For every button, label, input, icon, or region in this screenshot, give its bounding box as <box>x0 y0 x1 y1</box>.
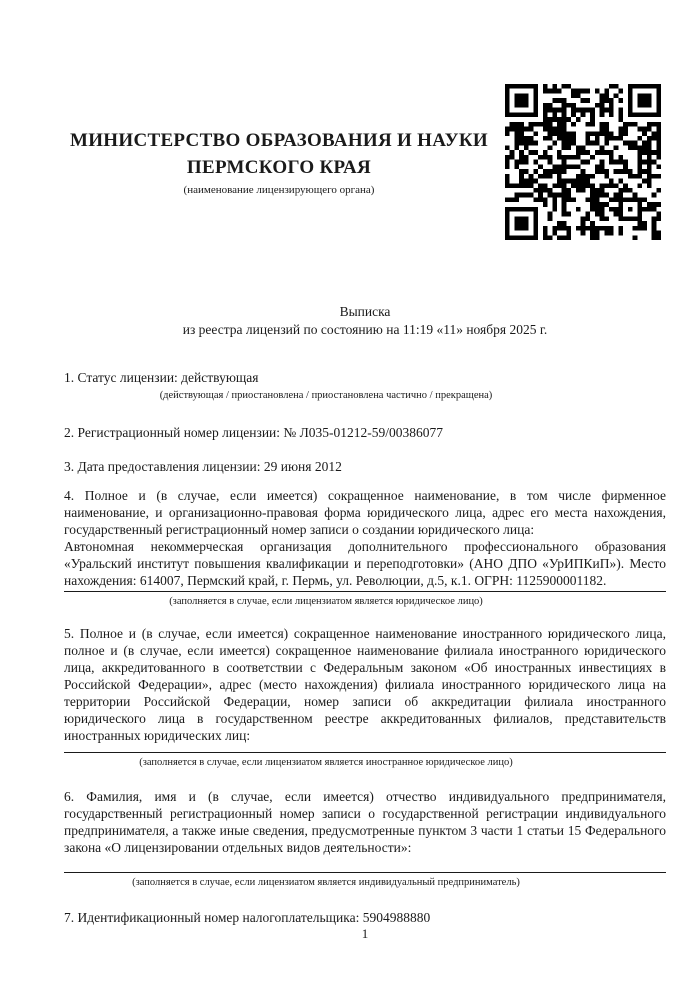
legal-entity-note: (заполняется в случае, если лицензиатом является юридическое лицо) <box>169 596 483 607</box>
licensing-authority-caption: (наименование лицензирующего органа) <box>183 184 375 196</box>
taxpayer-number-text: 7. Идентификационный номер налогоплательщика: 5904988880 <box>64 910 431 925</box>
ministry-name-line1: МИНИСТЕРСТВО ОБРАЗОВАНИЯ И НАУКИ <box>69 130 489 151</box>
page-number: 1 <box>361 926 369 941</box>
item-taxpayer-number <box>64 909 666 926</box>
legal-entity-value: Автономная некоммерческая организация дополнительного профессионального образования «Уральский институт повышения квалификации и переподготовки» (АНО ДПО «УрИПКиП»). Место нахождения: 614007, Пермский край, г. Пермь, ул. Революции, д.5, к.1. ОГРН: 1125900001182. <box>64 539 666 588</box>
item-legal-entity <box>64 487 666 608</box>
item-individual-entrepreneur <box>64 788 666 889</box>
legal-entity-label: 4. Полное и (в случае, если имеется) сокращенное наименование, в том числе фирменное наименование, и организационно-правовая форма юридического лица, адрес его места нахождения, государственный регистрационный номер записи о создании юридического лица: <box>64 488 666 537</box>
qr-code <box>505 84 661 240</box>
fill-in-rule <box>64 591 666 592</box>
license-status-text: 1. Статус лицензии: действующая <box>64 370 259 385</box>
foreign-entity-note: (заполняется в случае, если лицензиатом является иностранное юридическое лицо) <box>139 757 513 768</box>
foreign-entity-label: 5. Полное и (в случае, если имеется) сокращенное наименование иностранного юридического лица, полное и (в случае, если имеется) сокращенное наименование филиала иностранного юридического лица, аккредитованного в соответствии с Федеральным законом «Об иностранных инвестициях в Российской Федерации», адрес (место нахождения) филиала иностранного юридического лица на территории Российской Федерации, номер записи об аккредитации филиала иностранного юридического лица в государственном реестре аккредитованных филиалов, представительств иностранных юридических лиц: <box>64 626 666 743</box>
document-title <box>64 303 666 339</box>
individual-entrepreneur-label: 6. Фамилия, имя и (в случае, если имеется) отчество индивидуального предпринимателя, государственный регистрационный номер записи о государственной регистрации индивидуального предпринимателя, а также иные сведения, предусмотренные пунктом 3 части 1 статьи 15 Федерального закона «О лицензировании отдельных видов деятельности»: <box>64 789 666 855</box>
item-license-status <box>64 369 666 402</box>
registration-number-text: 2. Регистрационный номер лицензии: № Л035-01212-59/00386077 <box>64 425 444 440</box>
document-title-line2: из реестра лицензий по состоянию на 11:19 «11» ноября 2025 г. <box>182 322 548 337</box>
item-license-date <box>64 458 666 475</box>
ministry-name-line2: ПЕРМСКОГО КРАЯ <box>186 157 372 178</box>
item-foreign-entity <box>64 625 666 769</box>
fill-in-rule <box>64 872 666 873</box>
item-registration-number <box>64 424 666 441</box>
document-body <box>64 369 666 926</box>
document-title-line1: Выписка <box>339 304 391 319</box>
ministry-header <box>64 127 494 198</box>
license-status-options-note: (действующая / приостановлена / приостановлена частично / прекращена) <box>159 390 493 401</box>
license-date-text: 3. Дата предоставления лицензии: 29 июня 2012 <box>64 459 342 474</box>
individual-entrepreneur-note: (заполняется в случае, если лицензиатом является индивидуальный предприниматель) <box>132 877 520 888</box>
fill-in-rule <box>64 752 666 753</box>
